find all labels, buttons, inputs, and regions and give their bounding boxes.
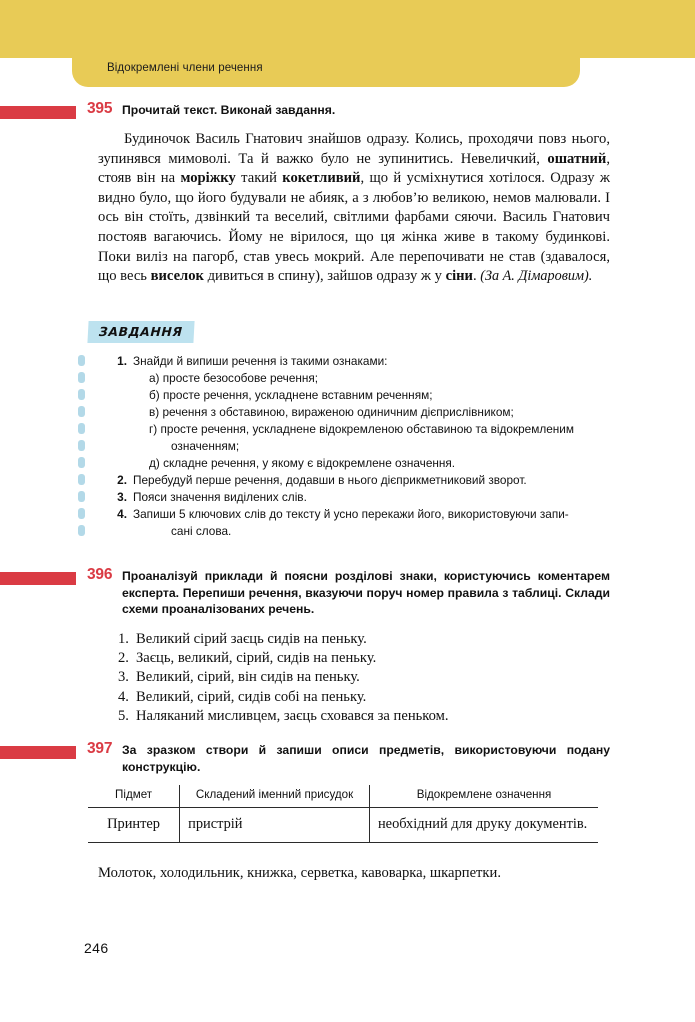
task-sub-text: просте безособове речення; [162,371,319,385]
task-sub-text: складне речення, у якому є відокремлене означення. [163,456,456,470]
rail-dot-icon [78,406,85,417]
sentence-number: 4. [118,688,129,705]
construction-table [88,785,598,843]
sentence-item [118,630,588,649]
task-text [133,421,613,438]
rail-dot-icon [78,508,85,519]
cell-attribute: необхідний для друку документів. [369,808,598,843]
task-item [78,404,613,421]
passage-bold-5: сіни [445,268,473,285]
passage-bold-2: моріжку [180,170,236,187]
task-sub-text: просте речення, ускладнене відокремленою обставиною та відокремленим [160,422,574,436]
exercise-397-title: За зразком створи й запиши описи предметів, використовуючи подану конструкцію. [122,743,610,774]
table-header [88,785,598,808]
rail-dot-icon [78,457,85,468]
sentence-item [118,668,588,687]
task-sub-label: г) [149,422,158,436]
page-number: 246 [84,940,109,956]
task-text: Знайди й випиши речення із такими ознаками: [133,354,388,368]
table-row [88,808,598,843]
sentence-text: Великий, сірий, сидів собі на пеньку. [136,688,367,705]
sentence-item [118,649,588,668]
task-item [78,387,613,404]
sentence-text: Великий сірий заєць сидів на пеньку. [136,631,367,647]
task-item [78,353,613,370]
cell-predicate: пристрій [180,808,370,843]
exercise-395-number: 395 [87,100,113,117]
running-head: Відокремлені члени речення [107,62,263,74]
rail-dot-icon [78,389,85,400]
rail-dot-icon [78,474,85,485]
sentence-text: Заєць, великий, сірий, сидів на пеньку. [136,650,377,667]
header-band-top [0,0,695,58]
task-number: 3. [117,490,127,504]
task-item [78,370,613,387]
task-item-continuation [78,438,613,455]
task-item [78,489,613,506]
exercise-397-marker [0,746,76,759]
exercise-396-sentence-list [118,630,588,726]
task-number: 4. [117,507,127,521]
table-body [88,808,598,843]
task-text: Запиши 5 ключових слів до тексту й усно перекажи його, використовуючи запи- [133,507,569,521]
task-sub-label: б) [149,388,160,402]
rail-dot-icon [78,423,85,434]
task-item [78,421,613,438]
sentence-item [118,707,588,726]
task-text [133,404,613,421]
passage-run-2: , стояв він на [98,150,610,187]
rail-dot-icon [78,355,85,366]
passage-run-1: Будиночок Василь Гнатович знайшов одразу. Колись, проходячи повз нього, зупинявся мимоволі. Та й важко було не зупинитись. Невеличкий, [98,131,610,167]
task-text: Пояси значення виділених слів. [133,490,307,504]
task-sub-label: в) [149,405,160,419]
task-number: 2. [117,473,127,487]
task-text [133,387,613,404]
exercise-396-marker [0,572,76,585]
task-item [78,472,613,489]
task-item [78,455,613,472]
page-header-band [0,0,695,88]
task-sub-label: д) [149,456,160,470]
task-sub-text: просте речення, ускладнене вставним реченням; [162,388,433,402]
exercise-395-title: Прочитай текст. Виконай завдання. [122,103,336,117]
passage-bold-4: виселок [150,268,204,285]
passage-run-5: дивиться в спину), зайшов одразу ж у [203,268,446,285]
task-text: Перебудуй перше речення, додавши в нього дієприкметниковий зворот. [133,473,527,487]
task-sub-label: а) [149,371,160,385]
rail-dot-icon [78,440,85,451]
sentence-number: 3. [118,669,129,686]
exercise-397-number: 397 [87,740,113,757]
table-header-row [88,785,598,808]
task-text [133,455,613,472]
task-text [133,370,613,387]
passage-run-4: , що й усміхнутися хотілося. Одразу ж видно було, що його будували не абияк, а з любов’ю великою, немов малювали. І ось він стоїть, дзвінкий та веселий, світлими фарбами сяючи. Василь Гнатович постояв вагаючись. Йому не вірилося, що ця жінка живе в такому будинкові. Поки виліз на пагорб, став увесь мокрий. Але перепочивати не став (здавалося, що весь [98,170,611,285]
task-list [78,353,613,540]
task-text: сані слова. [171,524,232,538]
task-sub-text: речення з обставиною, вираженою одиничним дієприслівником; [162,405,514,419]
passage-run-3: такий [235,170,283,187]
task-item-continuation [78,523,613,540]
column-header-attribute: Відокремлене означення [369,785,598,808]
task-text: означенням; [171,439,240,453]
exercise-395-passage [98,130,610,287]
task-item [78,506,613,523]
tasks-badge: ЗАВДАННЯ [87,321,194,343]
exercise-396-number: 396 [87,566,113,583]
passage-terminator: . [472,268,481,285]
cell-subject: Принтер [88,808,180,843]
sentence-text: Великий, сірий, він сидів на пеньку. [136,669,360,686]
rail-dot-icon [78,491,85,502]
exercise-397-word-bank: Молоток, холодильник, книжка, серветка, кавоварка, шкарпетки. [98,865,501,881]
task-number: 1. [117,354,127,368]
exercise-396-title: Проаналізуй приклади й поясни розділові знаки, користуючись коментарем експерта. Перепиши речення, вказуючи поруч номер правила з таблиці. Склади схеми проаналізованих речень. [122,569,610,616]
sentence-number: 2. [118,650,129,667]
sentence-item [118,688,588,707]
rail-dot-icon [78,525,85,536]
rail-dot-icon [78,372,85,383]
exercise-395-marker [0,106,76,119]
passage-bold-3: кокетливий [282,170,361,187]
sentence-number: 1. [118,631,129,647]
passage-attribution: (За А. Дімаровим). [480,268,593,285]
column-header-predicate: Складений іменний присудок [180,785,370,808]
column-header-subject: Підмет [88,785,180,808]
sentence-number: 5. [118,707,129,724]
passage-bold-1: ошатний [547,150,607,167]
sentence-text: Наляканий мисливцем, заєць сховався за пеньком. [136,707,449,724]
